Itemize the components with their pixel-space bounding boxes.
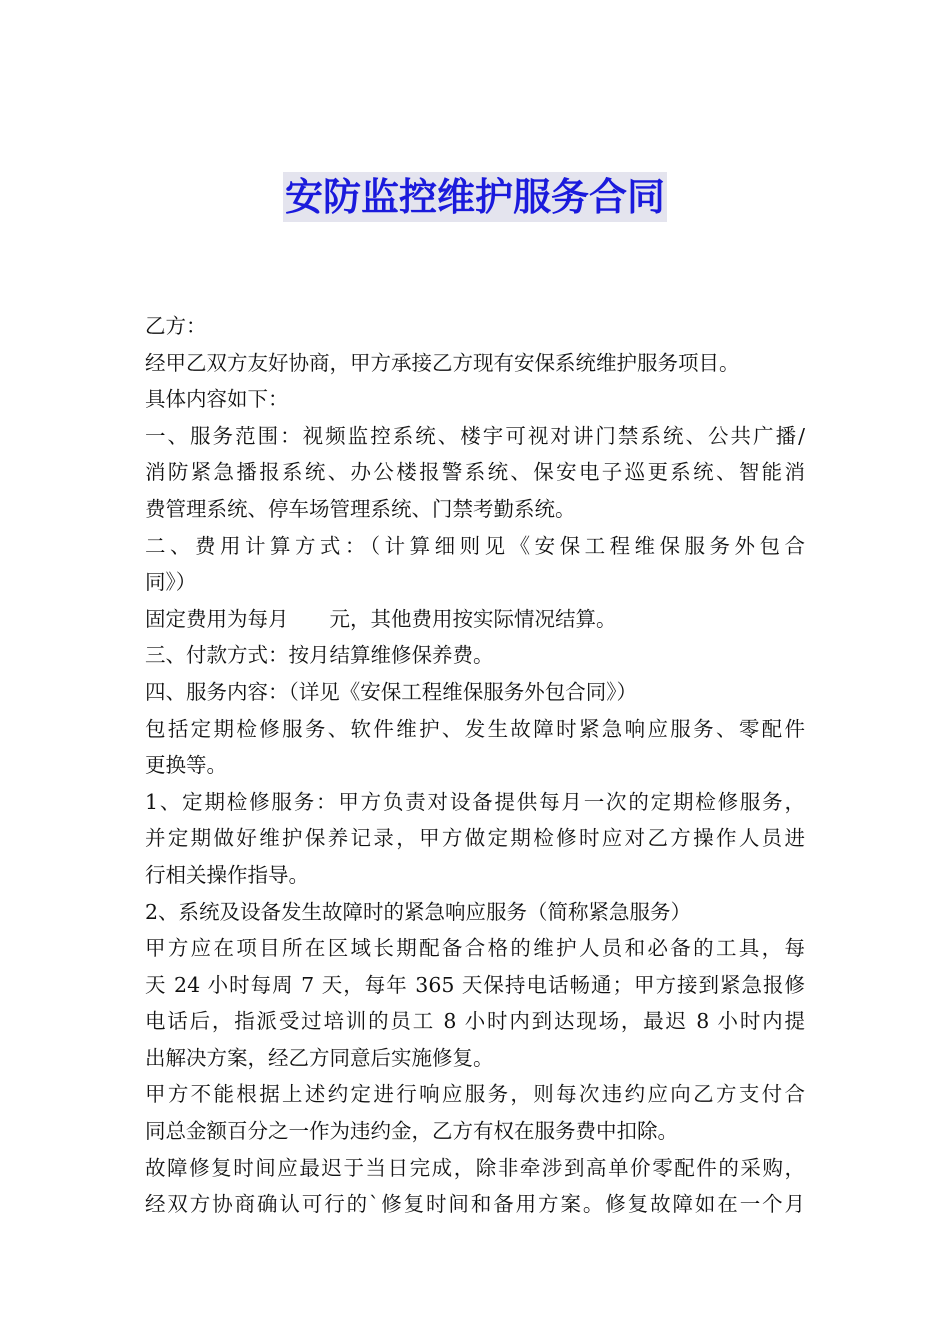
body-line: 电话后，指派受过培训的员工 8 小时内到达现场，最迟 8 小时内提	[145, 1009, 805, 1034]
body-line: 1、定期检修服务：甲方负责对设备提供每月一次的定期检修服务，	[145, 789, 805, 814]
body-line: 并定期做好维护保养记录，甲方做定期检修时应对乙方操作人员进	[145, 826, 805, 851]
body-line: 更换等。	[145, 753, 227, 778]
body-line: 甲方不能根据上述约定进行响应服务，则每次违约应向乙方支付合	[145, 1082, 805, 1107]
body-line: 一、服务范围：视频监控系统、楼宇可视对讲门禁系统、公共广播/	[145, 423, 805, 448]
body-line: 行相关操作指导。	[145, 862, 309, 887]
body-line: 费管理系统、停车场管理系统、门禁考勤系统。	[145, 496, 576, 521]
body-line: 经甲乙双方友好协商，甲方承接乙方现有安保系统维护服务项目。	[145, 350, 740, 375]
body-line: 包括定期检修服务、软件维护、发生故障时紧急响应服务、零配件	[145, 716, 805, 741]
body-line: 乙方：	[145, 314, 207, 338]
title-container	[0, 172, 950, 222]
document-body	[145, 308, 813, 1223]
body-line: 甲方应在项目所在区域长期配备合格的维护人员和必备的工具，每	[145, 936, 805, 961]
body-line: 三、付款方式：按月结算维修保养费。	[145, 643, 494, 668]
body-line: 消防紧急播报系统、办公楼报警系统、保安电子巡更系统、智能消	[145, 460, 805, 485]
body-line: 出解决方案，经乙方同意后实施修复。	[145, 1045, 494, 1070]
body-line: 同总金额百分之一作为违约金，乙方有权在服务费中扣除。	[145, 1119, 678, 1144]
body-line: 2、系统及设备发生故障时的紧急响应服务（简称紧急服务）	[145, 899, 692, 924]
body-line: 故障修复时间应最迟于当日完成，除非牵涉到高单价零配件的采购，	[145, 1155, 805, 1180]
body-line: 同》）	[145, 570, 197, 595]
body-line: 具体内容如下：	[145, 387, 289, 412]
body-line: 二、费用计算方式：（计算细则见《安保工程维保服务外包合	[145, 533, 805, 558]
body-line: 固定费用为每月 元，其他费用按实际情况结算。	[145, 606, 617, 631]
body-line: 天 24 小时每周 7 天，每年 365 天保持电话畅通；甲方接到紧急报修	[145, 972, 805, 997]
body-line: 经双方协商确认可行的`修复时间和备用方案。修复故障如在一个月	[145, 1192, 805, 1217]
body-line: 四、服务内容：（详见《安保工程维保服务外包合同》）	[145, 679, 637, 704]
document-title: 安防监控维护服务合同	[283, 172, 667, 222]
